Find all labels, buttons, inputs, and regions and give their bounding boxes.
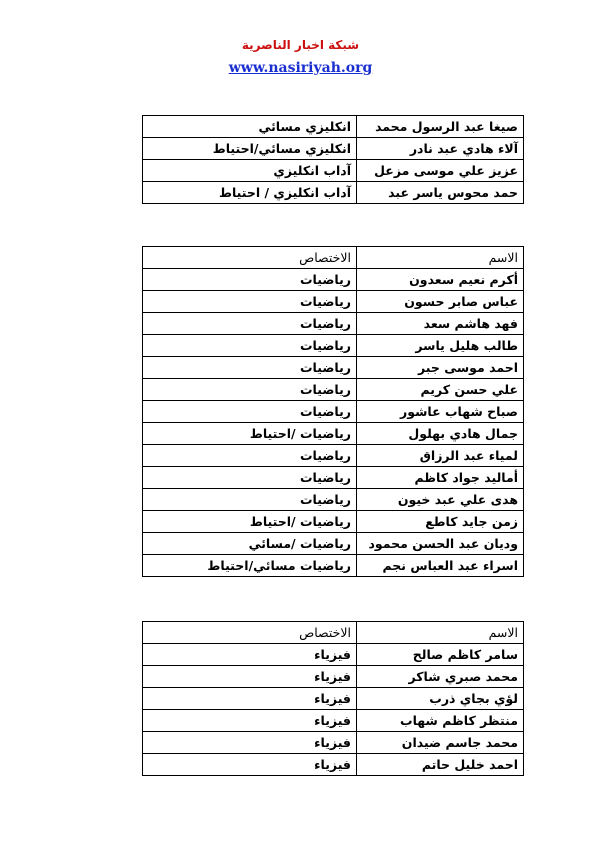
specialization-cell: آداب انكليزي (143, 160, 357, 182)
table-row (143, 335, 524, 357)
site-name: شبكة اخبار الناصرية (241, 38, 360, 52)
name-cell: آلاء هادي عبد نادر (357, 138, 524, 160)
table-row (143, 379, 524, 401)
specialization-cell: آداب انكليزي / احتياط (143, 182, 357, 204)
name-cell: صيغا عبد الرسول محمد (357, 116, 524, 138)
table-row (143, 269, 524, 291)
specialization-cell: انكليزي مسائي (143, 116, 357, 138)
table-row (143, 533, 524, 555)
table-row (143, 445, 524, 467)
specialization-cell: رياضيات (143, 357, 357, 379)
name-cell: وديان عبد الحسن محمود (357, 533, 524, 555)
specialization-cell: فيزياء (143, 710, 357, 732)
table-row (143, 688, 524, 710)
specialization-column-header: الاختصاص (143, 622, 357, 644)
table-row (143, 357, 524, 379)
name-cell: محمد صبري شاكر (357, 666, 524, 688)
name-cell: لؤي بجاي ذرب (357, 688, 524, 710)
specialization-cell: رياضيات مسائي/احتياط (143, 555, 357, 577)
specialization-cell: رياضيات /احتياط (143, 511, 357, 533)
table-row (143, 160, 524, 182)
name-cell: منتظر كاظم شهاب (357, 710, 524, 732)
name-cell: احمد خليل حاتم (357, 754, 524, 776)
name-cell: عباس صابر حسون (357, 291, 524, 313)
specialization-cell: رياضيات (143, 313, 357, 335)
name-cell: أكرم نعيم سعدون (357, 269, 524, 291)
name-cell: هدى علي عبد خيون (357, 489, 524, 511)
table-row (143, 710, 524, 732)
table-row (143, 666, 524, 688)
specialization-cell: رياضيات (143, 269, 357, 291)
table-row (143, 138, 524, 160)
specialization-cell: رياضيات (143, 291, 357, 313)
table-row (143, 182, 524, 204)
specialization-cell: رياضيات (143, 467, 357, 489)
name-cell: فهد هاشم سعد (357, 313, 524, 335)
name-cell: اسراء عبد العباس نجم (357, 555, 524, 577)
table-row (143, 401, 524, 423)
table-row (143, 754, 524, 776)
specialization-cell: رياضيات (143, 489, 357, 511)
specialization-cell: رياضيات (143, 379, 357, 401)
table-row (143, 423, 524, 445)
table-header-row (143, 622, 524, 644)
name-cell: لمياء عبد الرزاق (357, 445, 524, 467)
specialization-cell: فيزياء (143, 732, 357, 754)
name-cell: علي حسن كريم (357, 379, 524, 401)
name-cell: سامر كاظم صالح (357, 644, 524, 666)
name-cell: زمن جايد كاطع (357, 511, 524, 533)
table-row (143, 511, 524, 533)
name-cell: احمد موسى جبر (357, 357, 524, 379)
table-row (143, 732, 524, 754)
name-cell: صباح شهاب عاشور (357, 401, 524, 423)
table-row (143, 467, 524, 489)
table-row (143, 489, 524, 511)
specialization-cell: فيزياء (143, 688, 357, 710)
table-row (143, 116, 524, 138)
specialization-cell: رياضيات (143, 335, 357, 357)
name-column-header: الاسم (357, 622, 524, 644)
specialization-column-header: الاختصاص (143, 247, 357, 269)
specialization-cell: رياضيات (143, 401, 357, 423)
table-row (143, 555, 524, 577)
english-table (142, 115, 524, 204)
name-cell: طالب هليل ياسر (357, 335, 524, 357)
specialization-cell: رياضيات /مسائي (143, 533, 357, 555)
math-table (142, 246, 524, 577)
specialization-cell: فيزياء (143, 644, 357, 666)
specialization-cell: رياضيات (143, 445, 357, 467)
table-row (143, 313, 524, 335)
specialization-cell: انكليزي مسائي/احتياط (143, 138, 357, 160)
specialization-cell: فيزياء (143, 666, 357, 688)
table-row (143, 644, 524, 666)
name-cell: عزيز علي موسى مزعل (357, 160, 524, 182)
name-cell: محمد جاسم ضيدان (357, 732, 524, 754)
specialization-cell: فيزياء (143, 754, 357, 776)
name-cell: جمال هادي بهلول (357, 423, 524, 445)
table-row (143, 291, 524, 313)
site-url-link[interactable]: www.nasiriyah.org (228, 60, 373, 76)
physics-table (142, 621, 524, 776)
table-header-row (143, 247, 524, 269)
name-cell: أماليد جواد كاظم (357, 467, 524, 489)
name-cell: حمد محوس ياسر عبد (357, 182, 524, 204)
specialization-cell: رياضيات /احتياط (143, 423, 357, 445)
name-column-header: الاسم (357, 247, 524, 269)
